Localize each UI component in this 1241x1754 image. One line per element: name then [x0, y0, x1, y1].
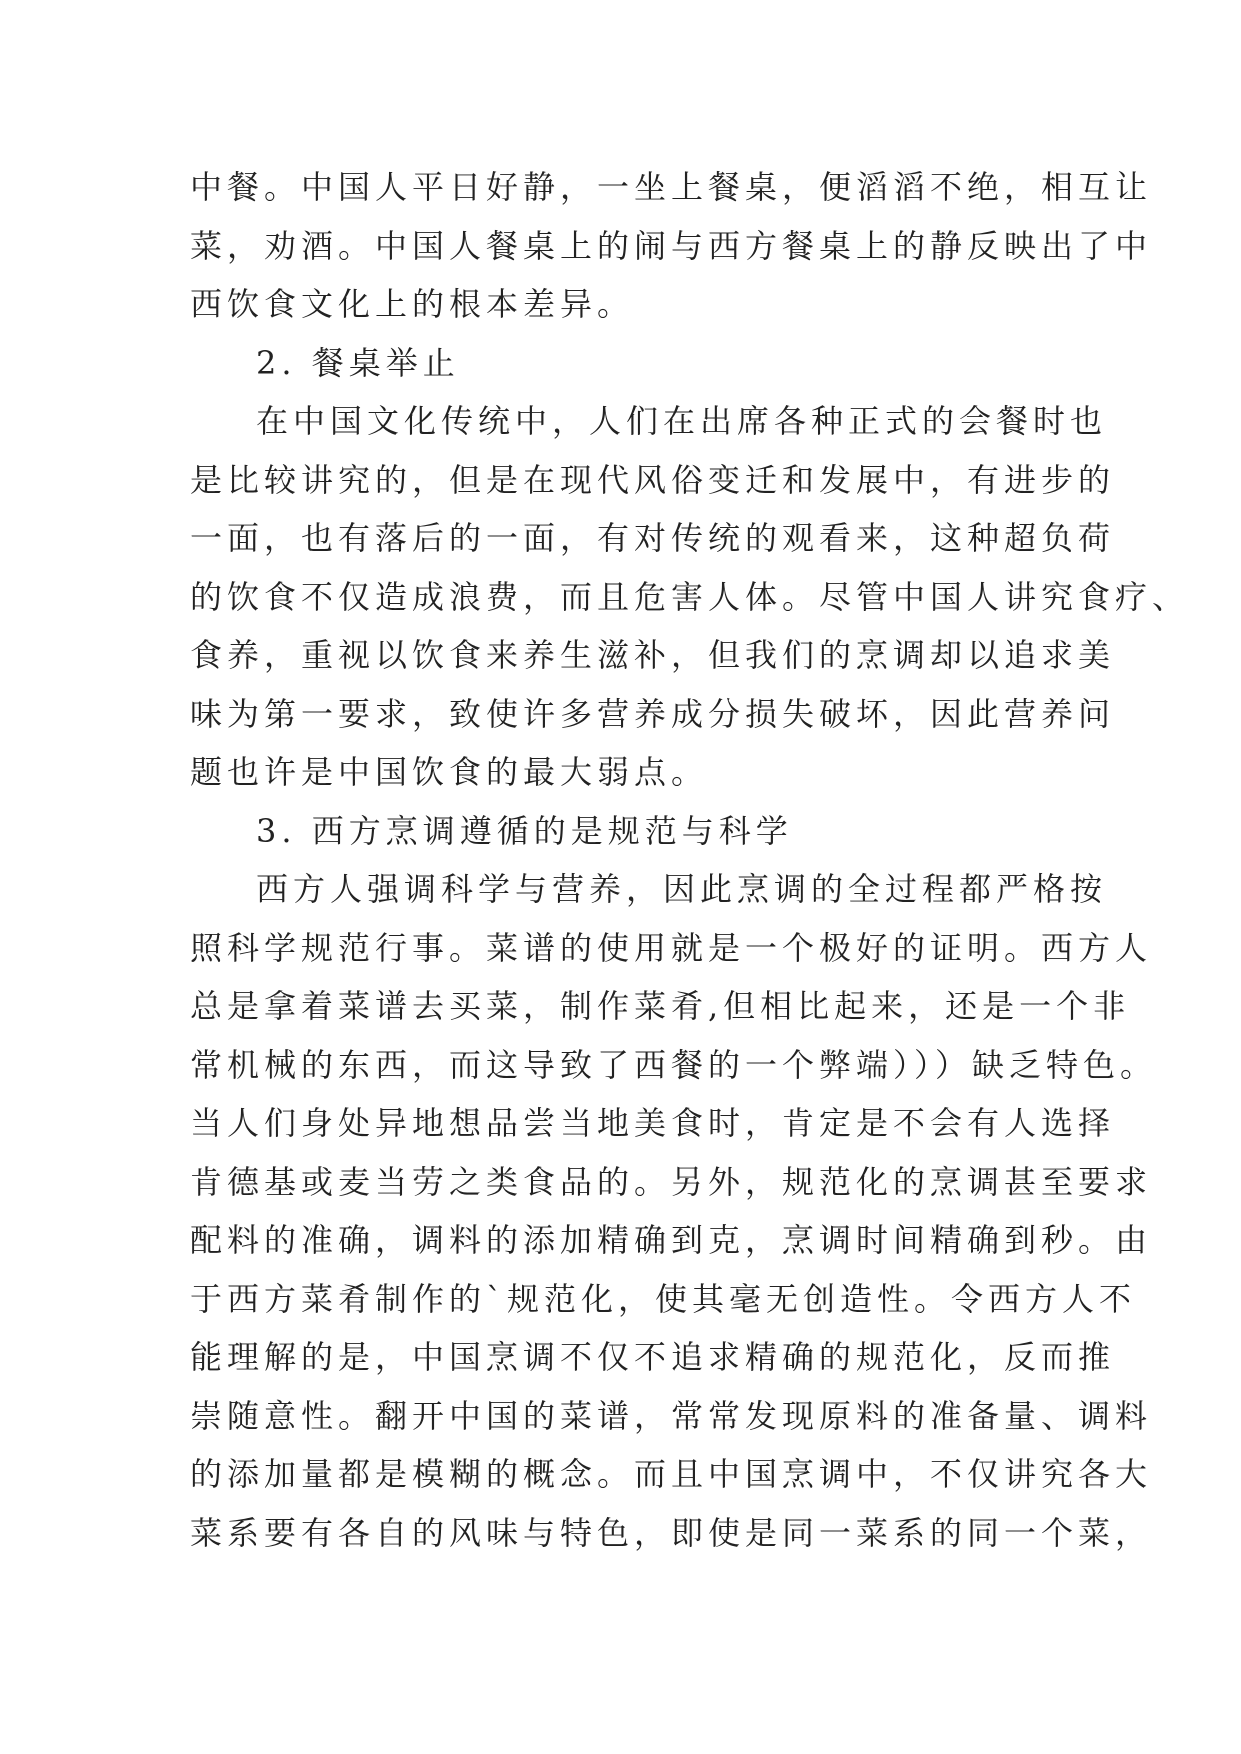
- paragraph-line: 一面，也有落后的一面，有对传统的观看来，这种超负荷: [190, 519, 1116, 557]
- body-text: [190, 158, 1190, 1562]
- paragraph-line: 总是拿着菜谱去买菜，制作菜肴,但相比起来，还是一个非: [190, 987, 1131, 1025]
- paragraph-line: 题也许是中国饮食的最大弱点。: [190, 753, 709, 791]
- paragraph-line: 西方人强调科学与营养，因此烹调的全过程都严格按: [256, 870, 1108, 908]
- paragraph-line: 配料的准确，调料的添加精确到克，烹调时间精确到秒。由: [190, 1221, 1153, 1259]
- paragraph-line: 肯德基或麦当劳之类食品的。另外，规范化的烹调甚至要求: [190, 1162, 1153, 1201]
- paragraph-line: 常机械的东西，而这导致了西餐的一个弊端）））缺乏特色。: [190, 1045, 1158, 1084]
- section-heading-3: 3. 西方烹调遵循的是规范与科学: [256, 811, 793, 850]
- paragraph-line: 菜，劝酒。中国人餐桌上的闹与西方餐桌上的静反映出了中: [190, 226, 1153, 265]
- paragraph-line: 味为第一要求，致使许多营养成分损失破坏，因此营养问: [190, 694, 1116, 733]
- paragraph-line: 于西方菜肴制作的`规范化，使其毫无创造性。令西方人不: [190, 1279, 1137, 1318]
- paragraph-line: 中餐。中国人平日好静，一坐上餐桌，便滔滔不绝，相互让: [190, 168, 1153, 206]
- paragraph-line: 西饮食文化上的根本差异。: [190, 285, 635, 323]
- paragraph-line: 食养，重视以饮食来养生滋补，但我们的烹调却以追求美: [190, 636, 1116, 674]
- paragraph-line: 能理解的是，中国烹调不仅不追求精确的规范化，反而推: [190, 1338, 1116, 1376]
- paragraph-line: 是比较讲究的，但是在现代风俗变迁和发展中，有进步的: [190, 460, 1116, 499]
- paragraph-line: 菜系要有各自的风味与特色，即使是同一菜系的同一个菜，: [190, 1513, 1153, 1552]
- paragraph-line: 的添加量都是模糊的概念。而且中国烹调中，不仅讲究各大: [190, 1455, 1153, 1493]
- paragraph-line: 的饮食不仅造成浪费，而且危害人体。尽管中国人讲究食疗、: [190, 577, 1190, 616]
- paragraph-line: 在中国文化传统中，人们在出席各种正式的会餐时也: [256, 402, 1108, 440]
- paragraph-line: 当人们身处异地想品尝当地美食时，肯定是不会有人选择: [190, 1104, 1116, 1142]
- section-heading-2: 2. 餐桌举止: [256, 343, 460, 382]
- paragraph-line: 崇随意性。翻开中国的菜谱，常常发现原料的准备量、调料: [190, 1396, 1153, 1435]
- paragraph-line: 照科学规范行事。菜谱的使用就是一个极好的证明。西方人: [190, 928, 1153, 967]
